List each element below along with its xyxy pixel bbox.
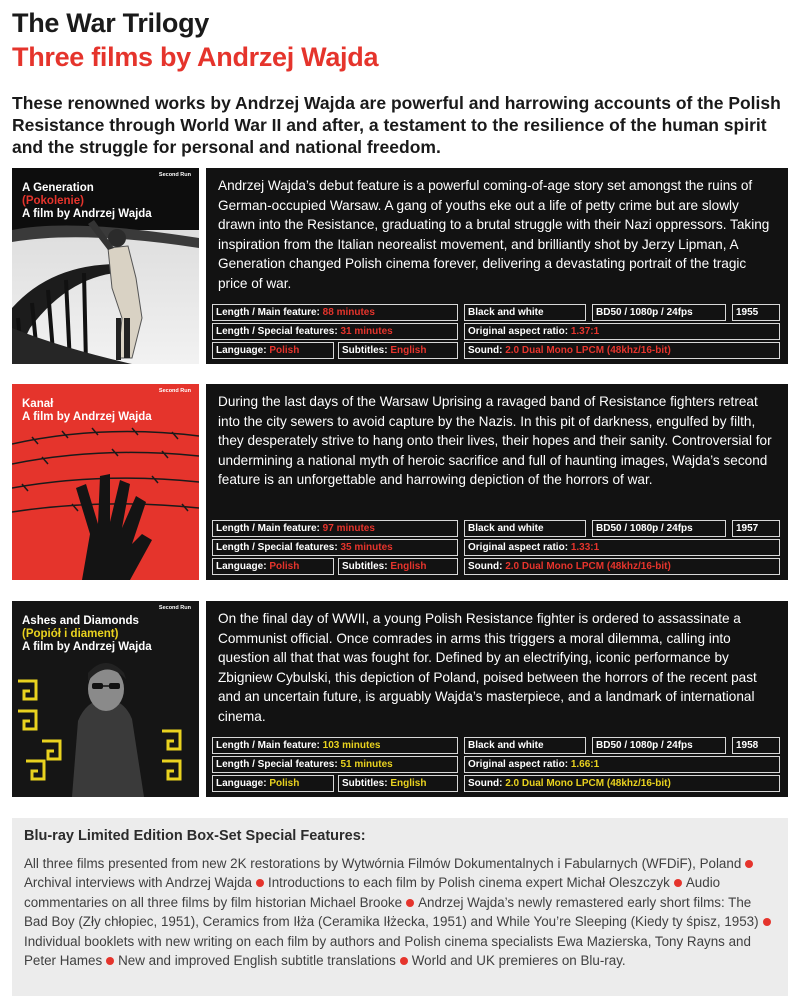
page-title: The War Trilogy	[12, 8, 210, 38]
spec-value: English	[390, 561, 427, 572]
spec-language	[212, 342, 334, 359]
poster-original-title: (Popiół i diament)	[22, 628, 119, 640]
feature-item: Andrzej Wajda’s newly remastered early short films: The Bad Boy (Zły chłopiec, 1951), Ceramics from Iłża (Ceramika Iłżecka, 1951) and While You’re Sleeping (Kiedy ty śpisz, 1953)	[24, 894, 759, 930]
spec-label: Original aspect ratio:	[468, 542, 571, 553]
spec-color: Black and white	[464, 520, 586, 537]
spec-label: Original aspect ratio:	[468, 759, 571, 770]
special-features-box	[12, 818, 788, 996]
bullet-dot-icon	[745, 860, 753, 868]
spec-label: Length / Main feature:	[216, 740, 323, 751]
spec-format: BD50 / 1080p / 24fps	[592, 737, 726, 754]
spec-color: Black and white	[464, 304, 586, 321]
page-subtitle: Three films by Andrzej Wajda	[12, 42, 379, 72]
spec-color: Black and white	[464, 737, 586, 754]
spec-label: Subtitles:	[342, 778, 391, 789]
special-features-text	[24, 854, 776, 970]
spec-value: Polish	[269, 345, 300, 356]
poster-ashes-and-diamonds	[12, 601, 199, 797]
feature-item: Audio commentaries on all three films by film historian Michael Brooke	[24, 875, 721, 910]
feature-item: Archival interviews with Andrzej Wajda	[24, 875, 252, 891]
poster-brand: Second Run	[158, 605, 191, 611]
spec-sound	[464, 775, 780, 792]
spec-value: 97 minutes	[322, 523, 375, 534]
spec-value: Polish	[269, 778, 300, 789]
poster-director: A film by Andrzej Wajda	[22, 411, 152, 423]
poster-original-title: (Pokolenie)	[22, 195, 84, 207]
film-info-panel	[206, 601, 788, 797]
feature-item: World and UK premieres on Blu-ray.	[411, 953, 626, 969]
spec-value: 2.0 Dual Mono LPCM (48khz/16-bit)	[505, 778, 671, 789]
spec-label: Language:	[216, 345, 270, 356]
spec-language	[212, 775, 334, 792]
bullet-dot-icon	[674, 879, 682, 887]
spec-subtitles	[338, 342, 458, 359]
poster-director: A film by Andrzej Wajda	[22, 641, 152, 653]
spec-value: English	[390, 345, 427, 356]
spec-label: Length / Main feature:	[216, 307, 323, 318]
poster-title: Ashes and Diamonds	[22, 615, 139, 627]
film-description: Andrzej Wajda’s debut feature is a powerful coming-of-age story set amongst the ruins of German-occupied Warsaw. A gang of youths eke out a life of petty crime but are slowly drawn into the Resistance, graduating to a brutal struggle with their Nazi oppressors. Taking inspiration from the Italian neorealist movement, and brilliantly shot by Jerzy Lipman, A Generation changed Polish cinema forever, delivering a devastating portrait of the tragic price of war.	[218, 178, 770, 291]
feature-item: All three films presented from new 2K restorations by Wytwórnia Filmów Dokumentalnych i Fabularnych (WFDiF), Poland	[24, 856, 742, 871]
spec-language	[212, 558, 334, 575]
spec-value: 2.0 Dual Mono LPCM (48khz/16-bit)	[505, 345, 671, 356]
spec-label: Sound:	[468, 345, 506, 356]
feature-item: New and improved English subtitle translations	[118, 953, 396, 969]
spec-value: 88 minutes	[322, 307, 375, 318]
film-card-ashes-and-diamonds	[12, 601, 788, 797]
spec-aspect	[464, 323, 780, 340]
bullet-dot-icon	[763, 918, 771, 926]
poster-director: A film by Andrzej Wajda	[22, 208, 152, 220]
film-info-panel	[206, 384, 788, 580]
film-description: During the last days of the Warsaw Uprising a ravaged band of Resistance fighters retreat into the city sewers to avoid capture by the Nazis. In this pit of darkness, engulfed by filth, they desperately strive to hang onto their lives, their hopes and their sanity. Controversial for undermining a national myth of heroic sacrifice and full of haunting images, Wajda’s second feature is an unforgettable and harrowing depiction of the horrors of war.	[218, 394, 772, 488]
bullet-dot-icon	[256, 879, 264, 887]
spec-label: Length / Special features:	[216, 542, 341, 553]
spec-value: Polish	[269, 561, 300, 572]
spec-format: BD50 / 1080p / 24fps	[592, 520, 726, 537]
intro-text: These renowned works by Andrzej Wajda are powerful and harrowing accounts of the Polish Resistance through World War II and after, a testament to the resilience of the human spirit and the struggle for personal and national freedom.	[12, 93, 781, 157]
spec-label: Subtitles:	[342, 561, 391, 572]
spec-aspect	[464, 539, 780, 556]
spec-value: 1.33:1	[570, 542, 600, 553]
spec-length-special	[212, 323, 458, 340]
poster-brand: Second Run	[158, 172, 191, 178]
spec-year: 1957	[732, 520, 780, 537]
bullet-dot-icon	[406, 899, 414, 907]
spec-value: 31 minutes	[340, 326, 393, 337]
spec-sound	[464, 342, 780, 359]
spec-value: 103 minutes	[322, 740, 381, 751]
spec-length-main	[212, 304, 458, 321]
spec-value: English	[390, 778, 427, 789]
spec-length-main	[212, 737, 458, 754]
spec-value: 35 minutes	[340, 542, 393, 553]
spec-value: 1.66:1	[570, 759, 600, 770]
special-features-heading: Blu-ray Limited Edition Box-Set Special Features:	[24, 828, 366, 844]
spec-value: 2.0 Dual Mono LPCM (48khz/16-bit)	[505, 561, 671, 572]
spec-length-main	[212, 520, 458, 537]
poster-kanal	[12, 384, 199, 580]
spec-label: Length / Special features:	[216, 759, 341, 770]
spec-value: 1.37:1	[570, 326, 600, 337]
poster-title-block	[22, 615, 162, 654]
poster-a-generation	[12, 168, 199, 364]
spec-label: Subtitles:	[342, 345, 391, 356]
spec-format: BD50 / 1080p / 24fps	[592, 304, 726, 321]
poster-title: A Generation	[22, 182, 94, 194]
spec-label: Language:	[216, 778, 270, 789]
spec-sound	[464, 558, 780, 575]
film-card-a-generation	[12, 168, 788, 364]
bullet-dot-icon	[400, 957, 408, 965]
film-card-kanal	[12, 384, 788, 580]
bullet-dot-icon	[106, 957, 114, 965]
poster-brand: Second Run	[158, 388, 191, 394]
spec-value: 51 minutes	[340, 759, 393, 770]
spec-subtitles	[338, 775, 458, 792]
spec-subtitles	[338, 558, 458, 575]
poster-title: Kanał	[22, 398, 54, 410]
spec-label: Sound:	[468, 561, 506, 572]
feature-item: Individual booklets with new writing on each film by authors and Polish cinema specialists Ewa Mazierska, Tony Rayns and Peter Hames	[24, 933, 751, 969]
spec-label: Length / Main feature:	[216, 523, 323, 534]
spec-label: Sound:	[468, 778, 506, 789]
spec-length-special	[212, 756, 458, 773]
spec-length-special	[212, 539, 458, 556]
spec-year: 1958	[732, 737, 780, 754]
spec-label: Original aspect ratio:	[468, 326, 571, 337]
film-info-panel	[206, 168, 788, 364]
spec-year: 1955	[732, 304, 780, 321]
spec-label: Language:	[216, 561, 270, 572]
film-description: On the final day of WWII, a young Polish Resistance fighter is ordered to assassinate a Communist official. Once comrades in arms this triggers a moral dilemma, calling into question all that that was fought for. Defined by an electrifying, iconic performance by Zbigniew Cybulski, this depiction of Poland, poised between the horrors of the recent past and an uncertain future, is arguably Wajda’s masterpiece, and a landmark of international cinema.	[218, 611, 757, 724]
poster-title-block	[22, 398, 162, 424]
spec-aspect	[464, 756, 780, 773]
spec-label: Length / Special features:	[216, 326, 341, 337]
poster-title-block	[22, 182, 162, 221]
feature-item: Introductions to each film by Polish cinema expert Michał Oleszczyk	[267, 875, 670, 891]
